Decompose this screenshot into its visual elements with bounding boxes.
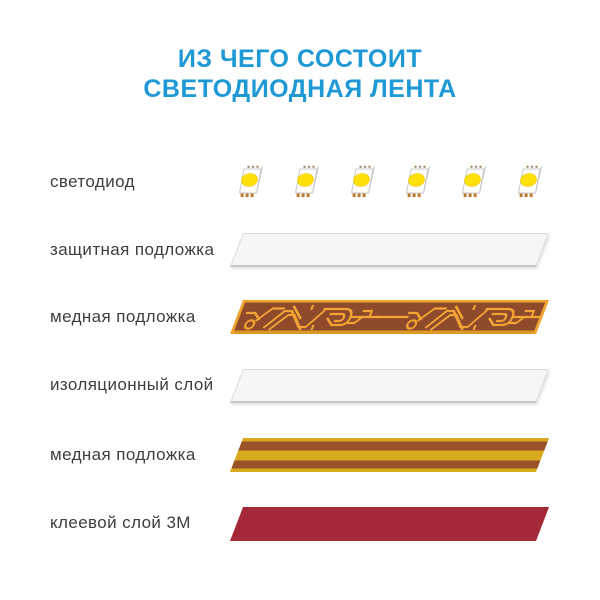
label-insulation-layer: изоляционный слой	[50, 375, 214, 394]
circuit-traces-icon	[230, 300, 549, 334]
led-chip-icon	[236, 164, 263, 199]
page-title-line1: ИЗ ЧЕГО СОСТОИТ	[177, 45, 423, 73]
led-strip	[236, 164, 542, 200]
adhesive-3m-strip	[230, 507, 549, 541]
insulation-layer-strip	[230, 369, 549, 403]
page-title-line2: СВЕТОДИОДНАЯ ЛЕНТА	[143, 75, 457, 103]
led-chip-icon	[292, 164, 319, 199]
label-adhesive-3m-layer: клеевой слой 3М	[50, 513, 191, 532]
led-chip-icon	[515, 164, 542, 199]
label-led: светодиод	[50, 172, 135, 191]
label-protective-layer: защитная подложка	[50, 240, 215, 259]
led-chip-icon	[403, 164, 430, 199]
led-chip-icon	[459, 164, 486, 199]
label-copper-circuit-layer: медная подложка	[50, 307, 196, 326]
page-title	[0, 44, 600, 104]
label-copper-stripe-layer: медная подложка	[50, 445, 196, 464]
led-chip-icon	[348, 164, 375, 199]
copper-circuit-strip	[230, 300, 549, 334]
copper-stripe-strip	[230, 438, 549, 472]
protective-layer-strip	[230, 233, 549, 267]
